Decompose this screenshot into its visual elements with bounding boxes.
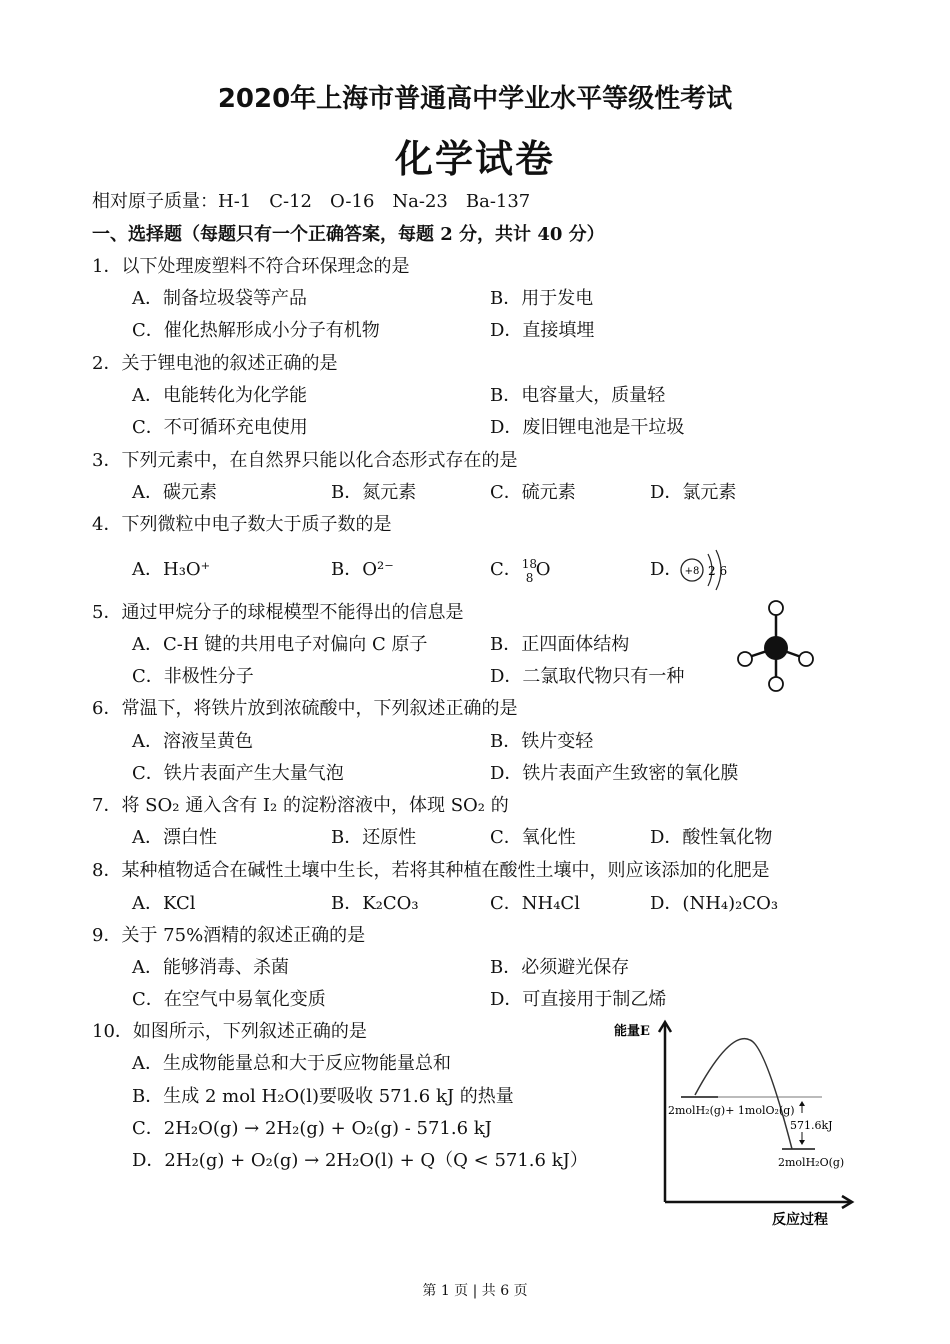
option: D．酸性氧化物: [650, 827, 773, 848]
option: B．生成 2 mol H₂O(l)要吸收 571.6 kJ 的热量: [132, 1086, 514, 1107]
exam-title: 2020年上海市普通高中学业水平等级性考试: [217, 84, 733, 114]
svg-text:能量E: 能量E: [614, 1024, 650, 1039]
svg-text:2molH₂O(g): 2molH₂O(g): [778, 1156, 845, 1169]
question-stem: 9．关于 75%酒精的叙述正确的是: [92, 925, 366, 946]
atom-structure-diagram: [678, 548, 734, 592]
option: B．还原性: [331, 827, 417, 848]
option: C．催化热解形成小分子有机物: [132, 320, 380, 341]
svg-text:2molH₂(g)+ 1molO₂(g): 2molH₂(g)+ 1molO₂(g): [668, 1104, 795, 1117]
question-stem: 5．通过甲烷分子的球棍模型不能得出的信息是: [92, 602, 464, 623]
question-stem: 1．以下处理废塑料不符合环保理念的是: [92, 256, 410, 277]
section-heading: 一、选择题（每题只有一个正确答案，每题 2 分，共计 40 分）: [92, 224, 605, 245]
option: A．能够消毒、杀菌: [132, 957, 289, 978]
option-d: D．: [650, 559, 683, 580]
isotope-notation: 18 8 O: [521, 557, 551, 585]
option: C．在空气中易氧化变质: [132, 989, 326, 1010]
question-stem: 2．关于锂电池的叙述正确的是: [92, 353, 338, 374]
option: A．KCl: [132, 893, 196, 914]
option: D．直接填埋: [490, 320, 595, 341]
page-footer: 第 1 页 | 共 6 页: [422, 1283, 528, 1299]
question-stem: 10．如图所示，下列叙述正确的是: [92, 1021, 367, 1042]
question-stem: 6．常温下，将铁片放到浓硫酸中，下列叙述正确的是: [92, 698, 518, 719]
option: B．铁片变轻: [490, 731, 594, 752]
svg-text:反应过程: 反应过程: [772, 1212, 828, 1228]
option: D．可直接用于制乙烯: [490, 989, 667, 1010]
option: C．铁片表面产生大量气泡: [132, 763, 344, 784]
svg-text:2 6: 2 6: [708, 564, 728, 578]
option: B．正四面体结构: [490, 634, 630, 655]
energy-diagram: [600, 1010, 870, 1240]
option: A．生成物能量总和大于反应物能量总和: [132, 1053, 451, 1074]
option: A．C-H 键的共用电子对偏向 C 原子: [132, 634, 428, 655]
option: C．氧化性: [490, 827, 576, 848]
question-stem: 8．某种植物适合在碱性土壤中生长，若将其种植在酸性土壤中，则应该添加的化肥是: [92, 860, 770, 881]
option: B．氮元素: [331, 482, 417, 503]
option: A．制备垃圾袋等产品: [132, 288, 307, 309]
option: B．O²⁻: [331, 559, 394, 580]
option: C．硫元素: [490, 482, 576, 503]
option: A．H₃O⁺: [132, 559, 211, 580]
option: A．电能转化为化学能: [132, 385, 307, 406]
option: D．氯元素: [650, 482, 737, 503]
svg-text:571.6kJ: 571.6kJ: [790, 1119, 833, 1132]
option: B．K₂CO₃: [331, 893, 419, 914]
option: A．漂白性: [132, 827, 217, 848]
option: D．铁片表面产生致密的氧化膜: [490, 763, 739, 784]
methane-ball-stick-model: [732, 598, 822, 693]
option: D．废旧锂电池是干垃圾: [490, 417, 685, 438]
option: C．2H₂O(g) → 2H₂(g) + O₂(g) - 571.6 kJ: [132, 1118, 492, 1139]
option-c: C． 18 8 O: [490, 557, 551, 585]
option: D．二氯取代物只有一种: [490, 666, 685, 687]
option: C．不可循环充电使用: [132, 417, 308, 438]
question-stem: 3．下列元素中，在自然界只能以化合态形式存在的是: [92, 450, 518, 471]
atomic-masses: 相对原子质量：H-1 C-12 O-16 Na-23 Ba-137: [92, 191, 531, 212]
option: A．溶液呈黄色: [132, 731, 253, 752]
option: C．非极性分子: [132, 666, 254, 687]
option: C．NH₄Cl: [490, 893, 580, 914]
option: B．必须避光保存: [490, 957, 630, 978]
option: D．(NH₄)₂CO₃: [650, 893, 779, 914]
option: D．2H₂(g) + O₂(g) → 2H₂O(l) + Q（Q < 571.6 kJ）: [132, 1150, 588, 1171]
question-stem: 7．将 SO₂ 通入含有 I₂ 的淀粉溶液中，体现 SO₂ 的: [92, 795, 509, 816]
option: B．用于发电: [490, 288, 594, 309]
option: A．碳元素: [132, 482, 217, 503]
svg-text:+8: +8: [684, 566, 700, 577]
option: B．电容量大，质量轻: [490, 385, 666, 406]
question-stem: 4．下列微粒中电子数大于质子数的是: [92, 514, 392, 535]
exam-subtitle: 化学试卷: [394, 137, 555, 181]
